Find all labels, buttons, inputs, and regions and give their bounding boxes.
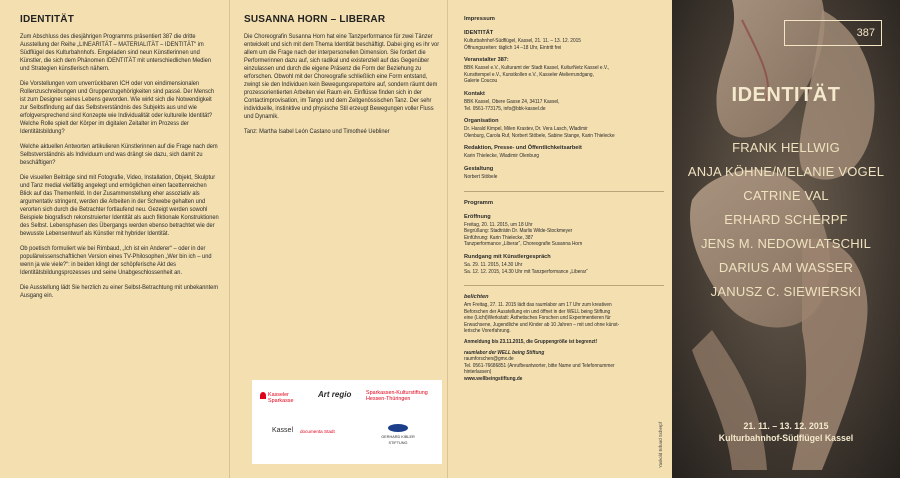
artist-name: FRANK HELLWIG	[732, 140, 840, 155]
divider	[464, 191, 664, 192]
intro-paragraph-2: Die Vorstellungen vom unverrückbaren ICH oder von eindimensionalen Rollenzuschreibungen und Gruppenzugehörigkeiten sind passé. Der Mensch ist zum Designer seines Lebens geworden. Wie wirkt sich die Notwendigkeit zur Selbstfindung auf das Selbstverständnis des Subjekts aus und wie erfolgversprechend sind Konzepte wie Individualität oder kulturelle Identität? Welche Rolle spielt der Körper im digitalen Zeitalter im Prozess der Identitätsbildung?	[20, 80, 214, 135]
intro-paragraph-1: Zum Abschluss des diesjährigen Programms präsentiert 387 die dritte Ausstellung der Reihe „LINEARITÄT – MATERIALITÄT – IDENTITÄT“ im Südflügel des Kulturbahnhofs. Eingeladen sind neun Künstlerinnen und Künstler, die sich dem Phänomen IDENTITÄT mit unterschiedlichen Medien und Strategien künstlerisch nähern.	[20, 33, 212, 72]
kassel-logo: Kassel	[272, 427, 294, 434]
artist-list	[672, 136, 900, 304]
impressum-block: Kontakt BBK Kassel, Obere Gasse 24, 34117 Kassel, Tel. 0561-773175, info@bbk-kassel.de	[464, 90, 560, 112]
divider	[464, 285, 664, 286]
impressum-block: IDENTITÄT Kulturbahnhof-Südflügel, Kassel, 21. 11. – 13. 12. 2015 Öffnungszeiten: täglich 14 –18 Uhr, Eintritt frei	[464, 30, 581, 51]
impressum-block: Gestaltung Norbert Stöbele	[464, 165, 498, 180]
programm-block: Eröffnung Freitag, 20. 11. 2015, um 18 Uhr Begrüßung: Stadträtin Dr. Marlis Wilde-Stockmeyer Einführung: Karin Thielecke, 387 Tanzperformance „Liberar“, Choreografie Susanna Horn	[464, 213, 583, 248]
column-impressum	[448, 0, 672, 478]
impressum-block: Organisation Dr. Harald Kimpel, Milen Krastev, Dr. Vera Lasch, Wladimir Olenburg, Carola Ruf, Norbert Stöbele, Sabine Stange, Karin Thielecke	[464, 118, 615, 139]
impressum-block: Veranstalter 387: BBK Kassel e.V., Kulturamt der Stadt Kassel, KulturNetz Kassel e.V., Kunsttempel e.V., Kunstkollen e.V., Kasseler Atelierrundgang, Galerie Coucou	[464, 57, 610, 85]
artist-name: DARIUS AM WASSER	[718, 260, 854, 275]
liberar-heading: SUSANNA HORN – LIBERAR	[244, 14, 386, 25]
gerhard-kibler-stiftung-logo: GERHARD KIBLER STIFTUNG	[372, 424, 424, 446]
identitaet-heading: IDENTITÄT	[20, 14, 75, 25]
sparkassen-kulturstiftung-logo: Sparkassen-Kulturstiftung Hessen-Thüringen	[366, 390, 428, 402]
387-badge: 387	[784, 20, 882, 46]
intro-paragraph-6: Die Ausstellung lädt Sie herzlich zu einer Selbst-Betrachtung mit unbekanntem Ausgang ein.	[20, 284, 219, 299]
cover-panel	[672, 0, 900, 478]
photo-credit: Yaskold Erhard Scherpf	[658, 421, 663, 468]
stiftung-icon	[388, 424, 408, 432]
sponsor-logos	[252, 380, 442, 464]
intro-paragraph-3: Welche aktuellen Antworten artikulieren Künstlerinnen auf die Frage nach dem Selbstverständnis als Individuum und was drängt sie dazu, sich damit zu beschäftigen?	[20, 143, 218, 166]
artist-name: ERHARD SCHERPF	[724, 212, 848, 227]
artist-name: JANUSZ C. SIEWIERSKI	[710, 284, 862, 299]
column-identitaet	[0, 0, 230, 478]
sparkasse-icon	[260, 392, 266, 399]
exhibition-dates	[672, 420, 900, 444]
intro-paragraph-4: Die visuellen Beiträge sind mit Fotografie, Video, Installation, Objekt, Skulptur und Tanz medial vielfältig angelegt und ermöglichen einen facettenreichen Blick auf das Themenfeld. In der Zusammenstellung eher assoziativ als argumentativ stringent, werden die Arbeiten in der Schwebe gehalten und verorten sich durch die Betrachter fortlaufend neu. Gezeigt werden sowohl Beispiele biografisch rekonstruierter Identität als auch fiktionale Konstruktionen des Selbst. Lebensphasen des Übergangs werden ebenso betrachtet wie der bewusste Lebensentwurf als Künstler mit hybrider Identität.	[20, 174, 219, 237]
documenta-stadt-logo: documenta Stadt	[300, 429, 335, 434]
programm-block: Rundgang mit Künstlergespräch Sa. 29. 11. 2015, 14.30 Uhr Sa. 12. 12. 2015, 14.30 Uhr mit Tanzperformance „Liberar“	[464, 253, 588, 275]
liberar-dancers: Tanz: Martha Isabel León Castano und Timotheé Uebliner	[244, 128, 390, 135]
artist-name: JENS M. NEDOWLATSCHIL	[700, 236, 872, 251]
programm-title: Programm	[464, 199, 493, 206]
art-regio-logo: Art regio	[318, 390, 352, 399]
impressum-block: Redaktion, Presse- und Öffentlichkeitsarbeit Karin Thielecke, Wladimir Olenburg	[464, 145, 582, 160]
artist-name: CATRINE VAL	[743, 188, 829, 203]
venue: Kulturbahnhof-Südflügel Kassel	[718, 433, 854, 443]
kasseler-sparkasse-logo: Kasseler Sparkasse	[260, 392, 302, 404]
intro-paragraph-5: Ob poetisch formuliert wie bei Rimbaud, „Ich ist ein Anderer“ – oder in der populärwissenschaftlichen Version eines TV-Philosophen „Wer bin ich – und wenn ja wie viele?“: in beiden klingt der schöpferische Akt des Identitätsbildungsprozesses und seine Unabgeschlossenheit an.	[20, 245, 212, 276]
artist-name: ANJA KÖHNE/MELANIE VOGEL	[687, 164, 885, 179]
belichten-block: belichten Am Freitag, 27. 11. 2015 lädt das raumlabor am 17 Uhr zum kreativen Beforschen der Ausstellung ein und öffnet in der WELL being Stiftung eine (Licht)Werkstatt: Ästhetisches Forschen und Experimentieren für Erwachsene, Jugendliche und Kinder ab 10 Jahren – mit und ohne künst- lerische Vorerfahrung. Anmeldung bis 23.11.2015, die Gruppengröße ist begrenzt! raumlabor der WELL being Stiftung raumforschen@gmx.de Tel. 0561-76686851 (Anrufbeantworter, bitte Name und Telefonnummer hinterlassen) www.wellbeingstiftung.de	[464, 294, 620, 383]
liberar-paragraph: Die Choreografin Susanna Horn hat eine Tanzperformance für zwei Tänzer entwickelt und sich mit dem Thema Identität beschäftigt. Dabei ging es ihr vor allem um die Frage nach der interpersonellen Dimension. Sie fordert die Performerinnen dazu auf, sich radikal und existenziell auf das Gegenüber einzulassen und durch die eigene Präsenz die Form der Beziehung zu erforschen. Obwohl mit der Choreografie schließlich eine Form entstand, zwingt sie den Individuen kein Bewegungsrepertoire auf, sondern räumt dem prozessorientierten Arbeiten viel Raum ein. Einflüsse finden sich in der Contactimprovisation, im Tango und dem Zeitgenössischen Tanz. Der sehr individuelle, instinktive und physische Stil erzeugt Bewegungen voller Fluss und Dynamik.	[244, 33, 440, 120]
date-range: 21. 11. – 13. 12. 2015	[743, 421, 829, 431]
impressum-title: Impressum	[464, 16, 495, 22]
cover-title: IDENTITÄT	[731, 84, 841, 106]
